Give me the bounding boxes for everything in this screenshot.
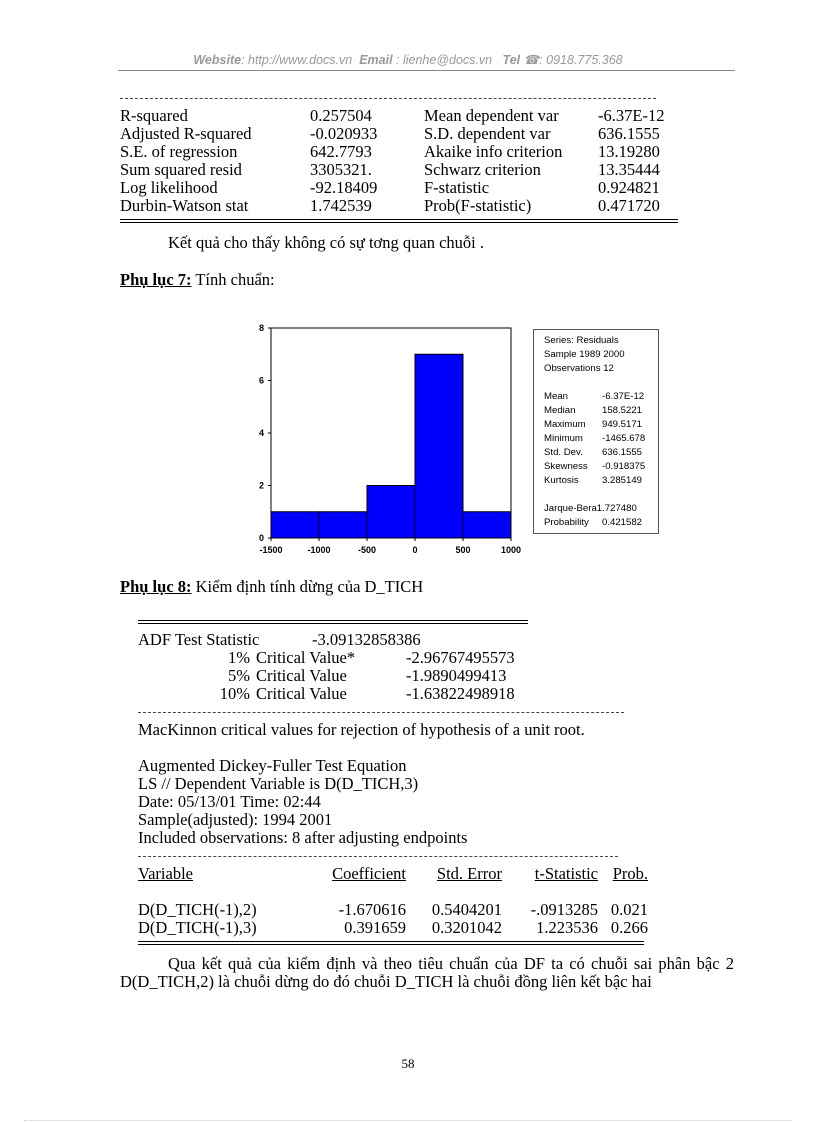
stat-label: Mean dependent var: [424, 106, 559, 125]
x-tick-label: -1500: [259, 545, 283, 555]
equation-column-header: t-Statistic: [534, 864, 598, 883]
stats-row-value: 3.285149: [602, 475, 643, 486]
page-number: 58: [401, 1056, 415, 1071]
critical-value: -2.96767495573: [406, 648, 515, 667]
critical-pct: 1%: [228, 648, 250, 667]
mackinnon-note: MacKinnon critical values for rejection of hypothesis of a unit root.: [138, 720, 585, 739]
table-row: [138, 901, 648, 919]
stat-value: 636.1555: [598, 124, 660, 143]
x-tick-label: -500: [357, 545, 377, 555]
equation-cell: 0.5404201: [431, 900, 502, 919]
stat-value: 0.471720: [598, 196, 660, 215]
stats-row-value: -6.37E-12: [602, 391, 645, 402]
equation-info-line: Date: 05/13/01 Time: 02:44: [138, 792, 321, 811]
stat-label: Schwarz criterion: [424, 160, 541, 179]
conclusion-paragraph: Qua kết quả của kiểm định và theo tiêu chuẩn của DF ta có chuỗi sai phân bậc 2 D(D_TICH,2) là chuỗi dừng do đó chuỗi D_TICH là chuỗi đồng liên kết bậc hai: [120, 954, 734, 991]
stat-value: -6.37E-12: [598, 106, 665, 125]
critical-value: -1.9890499413: [406, 666, 507, 685]
equation-info-line: Included observations: 8 after adjusting endpoints: [138, 828, 468, 847]
histogram-bar: [415, 354, 463, 538]
stats-sample: Sample 1989 2000: [544, 349, 625, 360]
equation-column-header: Prob.: [612, 864, 648, 883]
separator-double: [120, 219, 678, 223]
equation-cell: D(D_TICH(-1),2): [138, 900, 257, 919]
regression-stat-row: [120, 161, 688, 179]
regression-stat-row: [120, 179, 688, 197]
critical-pct: 5%: [228, 666, 250, 685]
stat-value: 3305321.: [310, 160, 372, 179]
stats-row: [544, 418, 658, 432]
equation-info-line: Augmented Dickey-Fuller Test Equation: [138, 756, 407, 775]
equation-cell: 0.266: [610, 918, 648, 937]
stat-label: S.E. of regression: [120, 142, 238, 161]
appendix-8-title: Kiểm định tính dừng của D_TICH: [191, 577, 424, 596]
website-label: Website: [193, 53, 242, 67]
stats-row-label: Minimum: [544, 433, 583, 444]
stats-row-value: 636.1555: [602, 447, 643, 458]
stat-value: 13.19280: [598, 142, 660, 161]
stat-label: S.D. dependent var: [424, 124, 551, 143]
stat-label: F-statistic: [424, 178, 490, 197]
regression-stat-row: [120, 143, 688, 161]
equation-cell: 0.021: [610, 900, 648, 919]
stat-value: 642.7793: [310, 142, 372, 161]
equation-cell: 1.223536: [536, 918, 598, 937]
stat-value: 0.924821: [598, 178, 660, 197]
equation-cell: 0.391659: [344, 918, 406, 937]
stat-label: Sum squared resid: [120, 160, 242, 179]
appendix-7-heading: [120, 270, 275, 290]
critical-label: Critical Value*: [256, 648, 356, 667]
stats-jarque-bera: Jarque-Bera1.727480: [544, 503, 637, 514]
stats-row-label: Mean: [544, 391, 568, 402]
separator-dashed: [138, 856, 618, 857]
equation-column-header: Variable: [138, 864, 193, 883]
stat-label: Adjusted R-squared: [120, 124, 252, 143]
email-value: : lienhe@docs.vn: [396, 53, 493, 67]
y-tick-label: 8: [258, 323, 264, 333]
x-tick-label: 0: [412, 545, 418, 555]
separator-dashed: [120, 98, 656, 99]
stats-row-value: 158.5221: [602, 405, 643, 416]
adf-statistic-row: [138, 631, 259, 649]
header-rule: [118, 70, 735, 71]
stats-row-value: 949.5171: [602, 419, 643, 430]
critical-value: -1.63822498918: [406, 684, 515, 703]
stats-observations: Observations 12: [544, 363, 614, 374]
appendix-7-label: Phụ lục 7:: [120, 270, 192, 289]
stats-row: [544, 390, 658, 404]
appendix-8-heading: [120, 577, 423, 597]
histogram-bar: [271, 512, 319, 538]
stat-label: R-squared: [120, 106, 188, 125]
equation-column-header: Coefficient: [332, 864, 406, 883]
regression-stat-row: [120, 125, 688, 143]
email-label: Email: [359, 53, 393, 67]
equation-info-line: LS // Dependent Variable is D(D_TICH,3): [138, 774, 419, 793]
appendix-8-label: Phụ lục 8:: [120, 577, 192, 596]
regression-stat-row: [120, 107, 688, 125]
x-tick-label: 500: [455, 545, 471, 555]
equation-cell: -1.670616: [338, 900, 406, 919]
equation-column-header: Std. Error: [436, 864, 502, 883]
adf-label: ADF Test Statistic: [138, 630, 260, 649]
result-text: Kết quả cho thấy không có sự tơng quan chuỗi .: [168, 233, 484, 252]
critical-label: Critical Value: [256, 684, 347, 703]
appendix-7-title: Tính chuẩn:: [191, 270, 275, 289]
regression-stats-table: [120, 107, 688, 215]
separator-double: [138, 941, 644, 945]
stats-series: Series: Residuals: [544, 335, 619, 346]
critical-pct: 10%: [219, 684, 250, 703]
equation-info-line: Sample(adjusted): 1994 2001: [138, 810, 333, 829]
y-tick-label: 4: [258, 428, 264, 438]
stats-row-label: Kurtosis: [544, 475, 579, 486]
separator-dashed: [138, 712, 624, 713]
histogram-bar: [319, 512, 367, 538]
equation-cell: D(D_TICH(-1),3): [138, 918, 257, 937]
stat-label: Prob(F-statistic): [424, 196, 532, 215]
tel-value: : 0918.775.368: [539, 53, 623, 67]
equation-cell: -.0913285: [530, 900, 598, 919]
stat-label: Log likelihood: [120, 178, 218, 197]
separator-double: [138, 620, 528, 624]
y-tick-label: 0: [258, 533, 264, 543]
stat-value: 1.742539: [310, 196, 372, 215]
phone-icon: ☎: [523, 53, 540, 67]
stats-row-label: Skewness: [544, 461, 588, 472]
y-tick-label: 6: [258, 375, 264, 386]
residual-stats-box: [533, 329, 659, 534]
histogram-bar: [463, 512, 511, 538]
stat-value: -92.18409: [310, 178, 378, 197]
y-tick-label: 2: [258, 480, 264, 491]
stats-row-label: Maximum: [544, 419, 586, 430]
x-tick-label: 1000: [500, 545, 522, 555]
stats-row-value: -0.918375: [602, 461, 646, 472]
stat-value: -0.020933: [310, 124, 378, 143]
critical-label: Critical Value: [256, 666, 347, 685]
x-tick-label: -1000: [307, 545, 331, 555]
equation-table: [138, 865, 648, 937]
histogram-chart: [240, 318, 530, 563]
adf-value: -3.09132858386: [312, 630, 421, 649]
stats-row: [544, 460, 658, 474]
footer-rule: [24, 1120, 792, 1121]
regression-stat-row: [120, 197, 688, 215]
stat-label: Durbin-Watson stat: [120, 196, 249, 215]
stats-row-label: Median: [544, 405, 576, 416]
stats-row: [544, 446, 658, 460]
histogram-bar: [367, 486, 415, 539]
website-value: : http://www.docs.vn: [241, 53, 353, 67]
stat-value: 0.257504: [310, 106, 372, 125]
stat-value: 13.35444: [598, 160, 660, 179]
tel-label: Tel: [502, 53, 521, 67]
stats-row-value: -1465.678: [602, 433, 646, 444]
stats-probability: Probability 0.421582: [544, 517, 643, 528]
stats-row-label: Std. Dev.: [544, 447, 583, 458]
stats-row: [544, 474, 658, 488]
stat-label: Akaike info criterion: [424, 142, 563, 161]
stats-row: [544, 404, 658, 418]
stats-row: [544, 432, 658, 446]
table-row: [138, 919, 648, 937]
page-header: [0, 52, 816, 67]
equation-cell: 0.3201042: [431, 918, 502, 937]
